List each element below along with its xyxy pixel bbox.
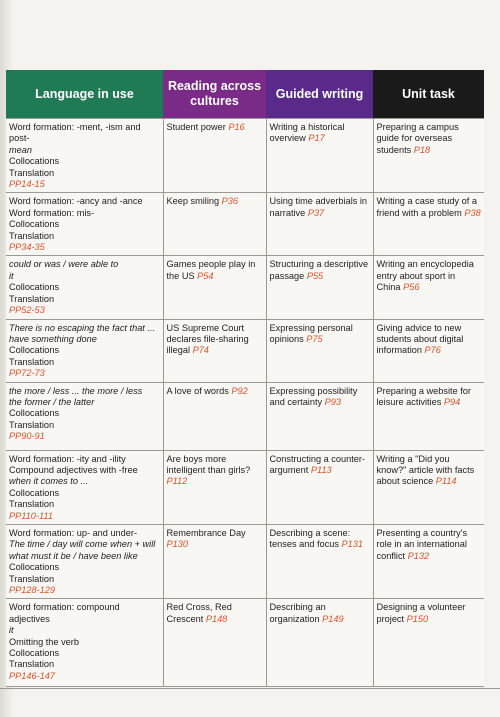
writing-title: Constructing a counter-argument: [269, 453, 365, 475]
page-reference: P37: [307, 207, 325, 218]
language-item: Translation: [9, 573, 55, 584]
guided-writing-cell: [266, 256, 373, 319]
reading-across-cultures-cell: [163, 382, 266, 450]
table-row: [6, 599, 484, 687]
unit-task-cell: [373, 319, 484, 382]
page-reference: P114: [435, 476, 457, 487]
page-reference: P149: [322, 613, 344, 624]
language-in-use-cell: [6, 524, 163, 598]
language-item: Translation: [9, 659, 55, 670]
page-reference: P148: [205, 613, 228, 624]
table-row: [6, 524, 484, 598]
task-title: Giving advice to new students about digital information: [376, 322, 464, 356]
guided-writing-cell: [266, 524, 373, 598]
reading-title: Red Cross, Red Crescent: [166, 602, 232, 624]
writing-title: Using time adverbials in narrative: [269, 196, 368, 218]
table-row: [6, 450, 484, 524]
page-reference: P112: [166, 476, 188, 487]
language-in-use-cell: [6, 256, 163, 319]
page-reference: P113: [310, 464, 332, 475]
reading-across-cultures-cell: [163, 119, 266, 193]
task-title: Writing a case study of a friend with a problem: [376, 196, 477, 218]
page-reference: P150: [406, 613, 429, 624]
page-reference: P131: [341, 539, 363, 550]
header-guided-writing: Guided writing: [266, 70, 373, 119]
unit-task-cell: [373, 450, 484, 524]
unit-task-cell: [373, 193, 484, 256]
task-title: Writing a "Did you know?" article with facts about science: [376, 453, 475, 487]
contents-body: [6, 119, 484, 687]
language-item: the former / the latter: [9, 396, 95, 407]
language-in-use-cell: [6, 382, 163, 450]
reading-title: Remembrance Day: [166, 527, 246, 538]
page-reference: P76: [424, 345, 441, 356]
page-reference: P36: [221, 196, 239, 207]
guided-writing-cell: [266, 382, 373, 450]
guided-writing-cell: [266, 193, 373, 256]
language-item: Word formation: -ancy and -ance: [9, 196, 143, 207]
language-item: Compound adjectives with -free: [9, 464, 138, 475]
task-title: Writing an encyclopedia entry about sport in China: [376, 259, 474, 293]
page-reference: PP146-147: [9, 670, 55, 681]
header-unit-task: Unit task: [373, 70, 484, 119]
language-item: Translation: [9, 499, 55, 510]
language-item: could or was / were able to: [9, 259, 119, 270]
page-reference: P130: [166, 539, 188, 550]
page-reference: P55: [306, 270, 324, 281]
page-reference: P54: [197, 270, 214, 281]
guided-writing-cell: [266, 319, 373, 382]
reading-title: Games people play in the US: [166, 259, 256, 281]
writing-title: Expressing personal opinions: [269, 322, 353, 344]
task-title: Preparing a website for leisure activities: [376, 385, 471, 407]
language-item: Omitting the verb: [9, 636, 79, 647]
writing-title: Expressing possibility and certainty: [269, 385, 358, 407]
table-row: [6, 256, 484, 319]
language-item: Translation: [9, 356, 55, 367]
unit-task-cell: [373, 599, 484, 687]
reading-title: Keep smiling: [166, 196, 220, 207]
page-reference: PP34-35: [9, 242, 45, 253]
page-reference: P18: [413, 144, 431, 155]
page-reference: P132: [407, 550, 430, 561]
language-in-use-cell: [6, 450, 163, 524]
page-reference: P74: [192, 345, 209, 356]
language-in-use-cell: [6, 319, 163, 382]
language-item: what must it be / have been like: [9, 550, 138, 561]
unit-task-cell: [373, 119, 484, 193]
page-reference: P92: [231, 385, 248, 396]
language-item: Word formation: compound: [9, 602, 120, 613]
guided-writing-cell: [266, 599, 373, 687]
task-title: Preparing a campus guide for overseas students: [376, 122, 459, 155]
reading-across-cultures-cell: [163, 450, 266, 524]
language-item: mean: [9, 144, 32, 155]
page-reference: P56: [403, 282, 420, 293]
language-item: Collocations: [9, 408, 60, 419]
page-reference: PP90-91: [9, 431, 45, 442]
page-reference: PP110-111: [9, 510, 53, 521]
page-reference: P16: [228, 122, 245, 132]
language-in-use-cell: [6, 193, 163, 256]
page-reference: PP14-15: [9, 179, 45, 190]
language-item: Translation: [9, 167, 55, 178]
reading-across-cultures-cell: [163, 319, 266, 382]
language-item: Word formation: mis-: [9, 207, 95, 218]
bottom-rule: [0, 688, 500, 689]
language-item: when it comes to ...: [9, 476, 89, 487]
header-language-in-use: Language in use: [6, 70, 163, 119]
unit-task-cell: [373, 524, 484, 598]
language-item: it: [9, 625, 14, 636]
language-item: Collocations: [9, 487, 60, 498]
guided-writing-cell: [266, 119, 373, 193]
reading-title: A love of words: [166, 385, 229, 396]
language-item: have something done: [9, 333, 97, 344]
page-reference: P17: [308, 133, 325, 144]
page-reference: PP72-73: [9, 368, 45, 379]
header-row: [6, 70, 484, 119]
contents-table: [6, 70, 484, 687]
language-item: Translation: [9, 230, 55, 241]
language-item: There is no escaping the fact that ...: [9, 322, 156, 333]
writing-title: Describing an organization: [269, 602, 326, 624]
language-item: Word formation: up- and under-: [9, 527, 138, 538]
header-reading-across-cultures: Reading across cultures: [163, 70, 266, 119]
unit-task-cell: [373, 382, 484, 450]
task-title: Designing a volunteer project: [376, 602, 466, 624]
reading-title: Are boys more intelligent than girls?: [166, 453, 251, 475]
unit-task-cell: [373, 256, 484, 319]
reading-across-cultures-cell: [163, 599, 266, 687]
language-item: Collocations: [9, 345, 60, 356]
reading-across-cultures-cell: [163, 524, 266, 598]
table-row: [6, 119, 484, 193]
language-item: Collocations: [9, 219, 60, 230]
language-item: Collocations: [9, 156, 60, 167]
page-reference: P94: [443, 396, 461, 407]
table-row: [6, 319, 484, 382]
reading-across-cultures-cell: [163, 193, 266, 256]
writing-title: Writing a historical overview: [269, 122, 345, 144]
page-reference: P38: [464, 207, 481, 218]
language-in-use-cell: [6, 599, 163, 687]
table-row: [6, 193, 484, 256]
writing-title: Describing a scene: tenses and focus: [269, 527, 351, 550]
language-item: it: [9, 270, 14, 281]
language-item: Translation: [9, 419, 55, 430]
reading-title: Student power: [166, 122, 226, 132]
language-item: Translation: [9, 293, 55, 304]
language-item: the more / less ... the more / less: [9, 385, 143, 396]
guided-writing-cell: [266, 450, 373, 524]
page-reference: PP52-53: [9, 305, 45, 316]
writing-title: Structuring a descriptive passage: [269, 259, 369, 281]
page-reference: P93: [324, 396, 342, 407]
task-title: Presenting a country's role in an international conflict: [376, 527, 468, 561]
language-item: Collocations: [9, 648, 60, 659]
language-item: adjectives: [9, 613, 50, 624]
page-reference: P75: [306, 333, 323, 344]
language-item: Collocations: [9, 282, 60, 293]
reading-title: US Supreme Court declares file-sharing illegal: [166, 322, 249, 356]
language-item: Word formation: -ity and -ility: [9, 453, 126, 464]
language-item: The time / day will come when + will: [9, 539, 156, 550]
table-row: [6, 382, 484, 450]
language-in-use-cell: [6, 119, 163, 193]
language-item: Collocations: [9, 562, 60, 573]
language-item: Word formation: -ment, -ism and post-: [9, 122, 141, 144]
page-reference: PP128-129: [9, 585, 55, 595]
reading-across-cultures-cell: [163, 256, 266, 319]
